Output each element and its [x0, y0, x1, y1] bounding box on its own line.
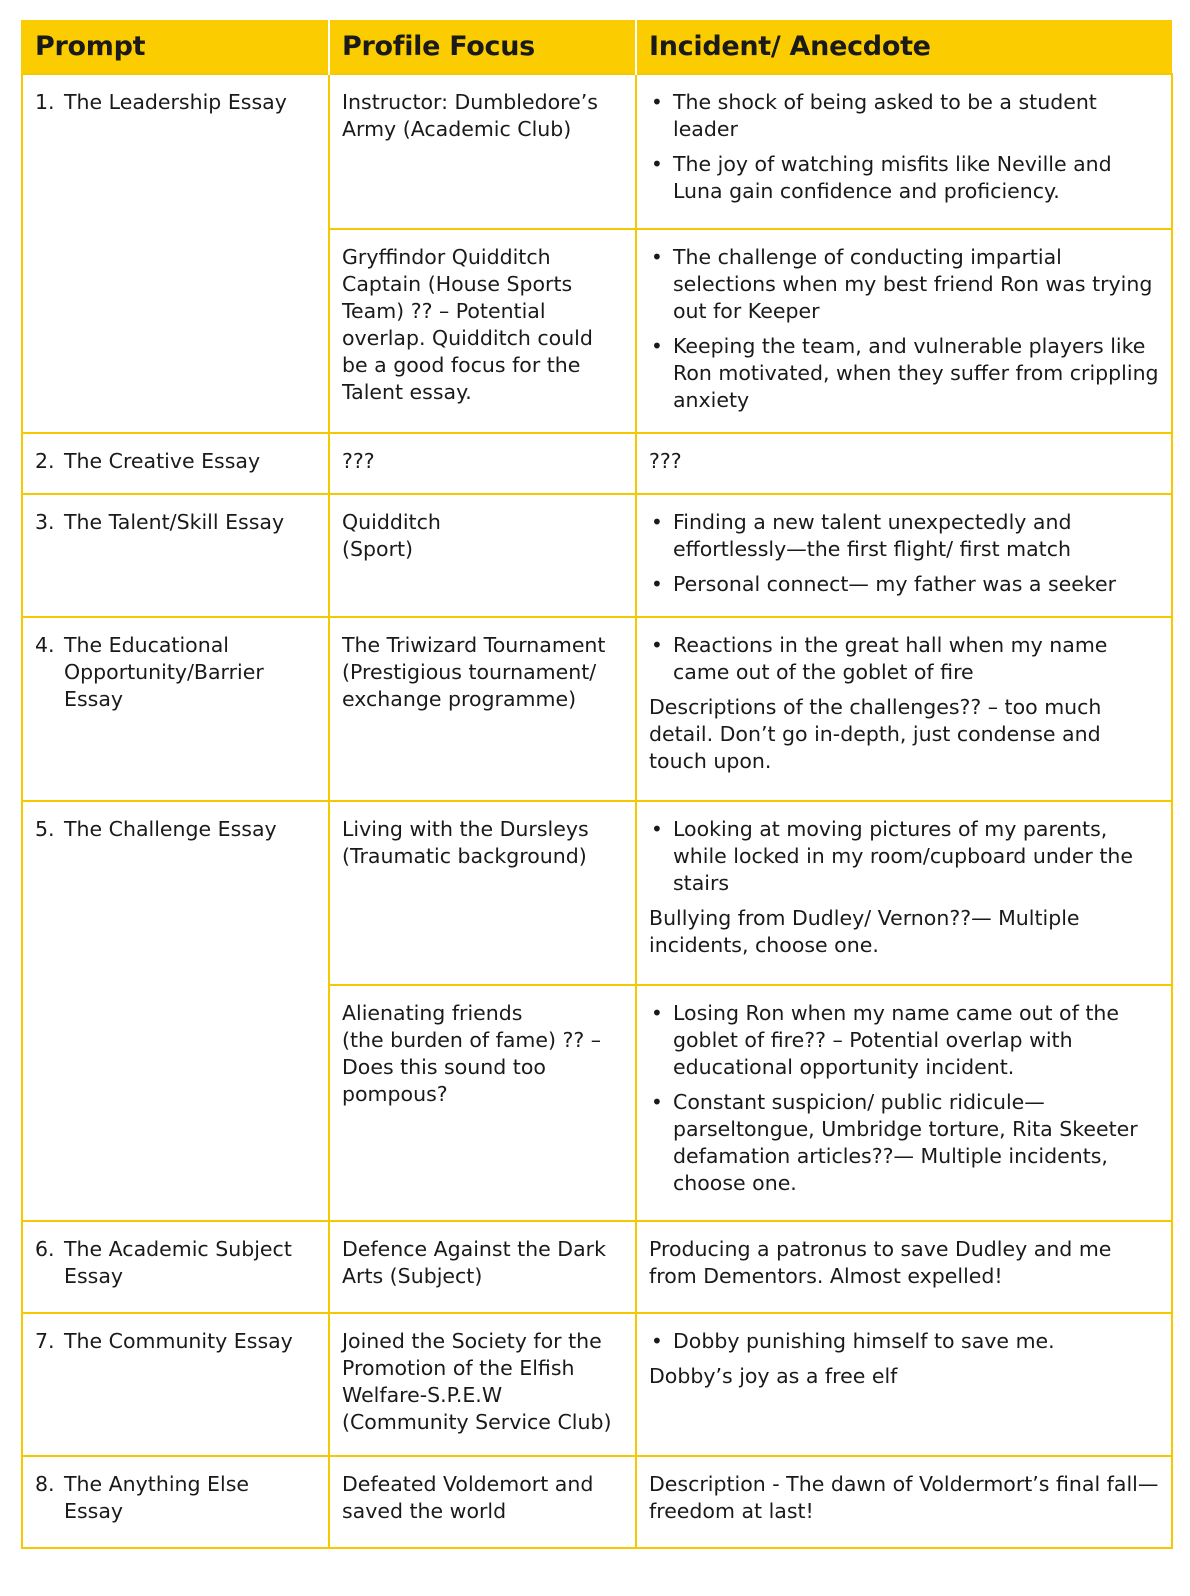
prompt-number: 5. — [35, 817, 55, 841]
prompt-cell — [22, 494, 329, 617]
prompt-cell — [22, 1313, 329, 1456]
profile-focus-text: (Traumatic background) — [342, 844, 587, 868]
profile-focus-text: (Sport) — [342, 537, 414, 561]
list-item: • Keeping the team, and vulnerable players like Ron motivated, when they suffer from crippling anxiety — [649, 333, 1159, 414]
profile-focus-cell — [329, 985, 636, 1221]
list-item: • Dobby punishing himself to save me. — [649, 1328, 1159, 1355]
prompt-text: The Academic Subject Essay — [64, 1237, 292, 1288]
prompt-number: 8. — [35, 1472, 55, 1496]
incident-list — [649, 509, 1159, 598]
prompt-text: The Community Essay — [64, 1329, 293, 1353]
prompt-cell — [22, 74, 329, 433]
profile-focus-text: The Triwizard Tournament (Prestigious tournament/ exchange programme) — [342, 633, 606, 711]
table-row — [22, 433, 1172, 494]
incident-cell — [636, 494, 1172, 617]
profile-focus-text: Instructor: Dumbledore’s Army (Academic Club) — [342, 90, 598, 141]
incident-text: Bullying from Dudley/ Vernon??— Multiple incidents, choose one. — [649, 906, 1080, 957]
prompt-text: The Leadership Essay — [64, 90, 287, 114]
incident-text: ??? — [649, 449, 682, 473]
profile-focus-text: (Community Service Club) — [342, 1410, 612, 1434]
incident-cell — [636, 1313, 1172, 1456]
prompt-cell — [22, 801, 329, 1221]
list-item: • The joy of watching misfits like Neville and Luna gain confidence and proficiency. — [649, 151, 1159, 205]
list-item: • Personal connect— my father was a seeker — [649, 571, 1159, 598]
incident-text: Description - The dawn of Voldermort’s final fall—freedom at last! — [649, 1472, 1159, 1523]
table-row — [22, 1456, 1172, 1548]
table-row — [22, 1313, 1172, 1456]
list-item: • The challenge of conducting impartial selections when my best friend Ron was trying out for Keeper — [649, 244, 1159, 325]
incident-text: Descriptions of the challenges?? – too much detail. Don’t go in-depth, just condense and touch upon. — [649, 695, 1102, 773]
prompt-text: The Challenge Essay — [64, 817, 277, 841]
profile-focus-text: Alienating friends — [342, 1001, 523, 1025]
list-item: • Reactions in the great hall when my name came out of the goblet of fire — [649, 632, 1159, 686]
incident-list — [649, 89, 1159, 205]
profile-focus-cell — [329, 1313, 636, 1456]
prompt-number: 6. — [35, 1237, 55, 1261]
incident-list — [649, 244, 1159, 414]
incident-list — [649, 1328, 1159, 1355]
profile-focus-cell — [329, 433, 636, 494]
prompt-number: 7. — [35, 1329, 55, 1353]
incident-cell — [636, 74, 1172, 229]
essay-planning-table — [21, 20, 1173, 1549]
header-incident-anecdote: Incident/ Anecdote — [636, 20, 1172, 74]
profile-focus-text: (the burden of fame) ?? – Does this sound too pompous? — [342, 1028, 602, 1106]
incident-cell — [636, 229, 1172, 433]
prompt-number: 2. — [35, 449, 55, 473]
header-prompt: Prompt — [22, 20, 329, 74]
incident-cell — [636, 1456, 1172, 1548]
table-row — [22, 617, 1172, 801]
profile-focus-text: Joined the Society for the Promotion of the Elfish Welfare-S.P.E.W — [342, 1329, 602, 1407]
incident-list — [649, 632, 1159, 686]
profile-focus-cell — [329, 617, 636, 801]
profile-focus-text: ??? — [342, 449, 375, 473]
profile-focus-text: Gryffindor Quidditch Captain (House Sports Team) ?? – Potential overlap. Quidditch could be a good focus for the Talent essay. — [342, 245, 593, 404]
list-item: • Finding a new talent unexpectedly and effortlessly—the first flight/ first match — [649, 509, 1159, 563]
prompt-number: 1. — [35, 90, 55, 114]
incident-cell — [636, 985, 1172, 1221]
list-item: • The shock of being asked to be a student leader — [649, 89, 1159, 143]
list-item: • Looking at moving pictures of my parents, while locked in my room/cupboard under the stairs — [649, 816, 1159, 897]
profile-focus-text: Defeated Voldemort and saved the world — [342, 1472, 594, 1523]
prompt-text: The Anything Else Essay — [64, 1472, 249, 1523]
prompt-cell — [22, 1456, 329, 1548]
prompt-text: The Educational Opportunity/Barrier Essay — [64, 633, 264, 711]
prompt-cell — [22, 617, 329, 801]
prompt-number: 3. — [35, 510, 55, 534]
incident-text: Dobby’s joy as a free elf — [649, 1364, 898, 1388]
incident-cell — [636, 1221, 1172, 1313]
table-row — [22, 1221, 1172, 1313]
incident-text: Producing a patronus to save Dudley and me from Dementors. Almost expelled! — [649, 1237, 1112, 1288]
profile-focus-text: Quidditch — [342, 510, 441, 534]
prompt-cell — [22, 433, 329, 494]
profile-focus-cell — [329, 1456, 636, 1548]
table-row — [22, 801, 1172, 985]
table-row — [22, 494, 1172, 617]
incident-list — [649, 816, 1159, 897]
profile-focus-cell — [329, 801, 636, 985]
profile-focus-text: Living with the Dursleys — [342, 817, 589, 841]
incident-cell — [636, 617, 1172, 801]
list-item: • Losing Ron when my name came out of the goblet of fire?? – Potential overlap with educational opportunity incident. — [649, 1000, 1159, 1081]
prompt-cell — [22, 1221, 329, 1313]
essay-planning-table-container — [21, 20, 1171, 1549]
profile-focus-cell — [329, 74, 636, 229]
header-row — [22, 20, 1172, 74]
prompt-text: The Creative Essay — [64, 449, 261, 473]
incident-cell — [636, 433, 1172, 494]
table-row — [22, 74, 1172, 229]
header-profile-focus: Profile Focus — [329, 20, 636, 74]
incident-cell — [636, 801, 1172, 985]
prompt-text: The Talent/Skill Essay — [64, 510, 285, 534]
incident-list — [649, 1000, 1159, 1197]
profile-focus-cell — [329, 1221, 636, 1313]
prompt-number: 4. — [35, 633, 55, 657]
profile-focus-cell — [329, 229, 636, 433]
profile-focus-text: Defence Against the Dark Arts (Subject) — [342, 1237, 606, 1288]
profile-focus-cell — [329, 494, 636, 617]
list-item: • Constant suspicion/ public ridicule—parseltongue, Umbridge torture, Rita Skeeter defamation articles??— Multiple incidents, choose one. — [649, 1089, 1159, 1197]
